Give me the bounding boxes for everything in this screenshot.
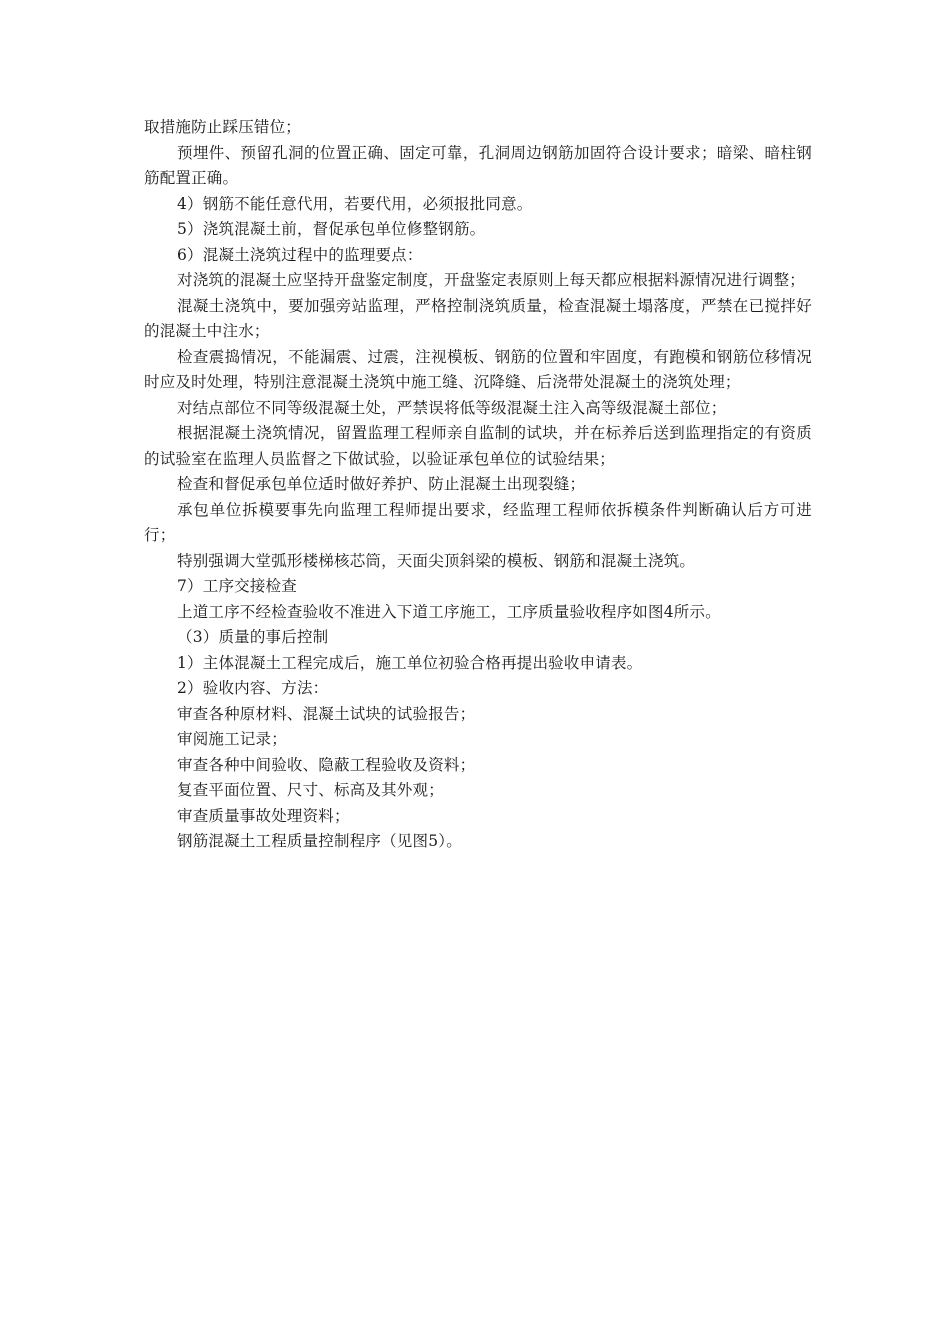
paragraph: 4）钢筋不能任意代用，若要代用，必须报批同意。 [177,194,533,213]
paragraph: 审查各种中间验收、隐蔽工程验收及资料； [177,755,476,774]
paragraph: 5）浇筑混凝土前，督促承包单位修整钢筋。 [177,220,486,238]
document-body [144,115,812,855]
paragraph: 混凝土浇筑中，要加强旁站监理，严格控制浇筑质量，检查混凝土塌落度，严禁在已搅拌好的混凝土中注水； [144,296,812,340]
paragraph: 承包单位拆模要事先向监理工程师提出要求，经监理工程师依拆模条件判断确认后方可进行； [144,500,812,544]
paragraph: 7）工序交接检查 [177,577,297,595]
paragraph: 检查震捣情况，不能漏震、过震，注视模板、钢筋的位置和牢固度，有跑模和钢筋位移情况时应及时处理，特别注意混凝土浇筑中施工缝、沉降缝、后浇带处混凝土的浇筑处理； [144,347,812,391]
paragraph: 特别强调大堂弧形楼梯核芯筒，天面尖顶斜梁的模板、钢筋和混凝土浇筑。 [177,551,696,570]
paragraph: 钢筋混凝土工程质量控制程序（见图5）。 [177,832,462,850]
paragraph: 取措施防止踩压错位； [144,118,302,136]
paragraph: 上道工序不经检查验收不准进入下道工序施工，工序质量验收程序如图4所示。 [177,602,721,621]
paragraph: （3）质量的事后控制 [177,628,329,646]
paragraph: 6）混凝土浇筑过程中的监理要点： [177,245,423,264]
paragraph: 2）验收内容、方法： [177,679,329,697]
paragraph: 审阅施工记录； [177,730,287,748]
paragraph: 对结点部位不同等级混凝土处，严禁误将低等级混凝土注入高等级混凝土部位； [177,398,727,417]
paragraph: 检查和督促承包单位适时做好养护、防止混凝土出现裂缝； [177,475,586,493]
paragraph: 1）主体混凝土工程完成后，施工单位初验合格再提出验收申请表。 [177,653,643,672]
paragraph: 根据混凝土浇筑情况，留置监理工程师亲自监制的试块，并在标养后送到监理指定的有资质的试验室在监理人员监督之下做试验，以验证承包单位的试验结果； [144,424,812,468]
paragraph: 审查各种原材料、混凝土试块的试验报告； [177,704,476,723]
paragraph: 复查平面位置、尺寸、标高及其外观； [177,781,444,799]
paragraph: 预埋件、预留孔洞的位置正确、固定可靠，孔洞周边钢筋加固符合设计要求；暗梁、暗柱钢筋配置正确。 [144,143,812,187]
paragraph: 审查质量事故处理资料； [177,806,350,825]
paragraph: 对浇筑的混凝土应坚持开盘鉴定制度，开盘鉴定表原则上每天都应根据料源情况进行调整； [177,271,806,289]
